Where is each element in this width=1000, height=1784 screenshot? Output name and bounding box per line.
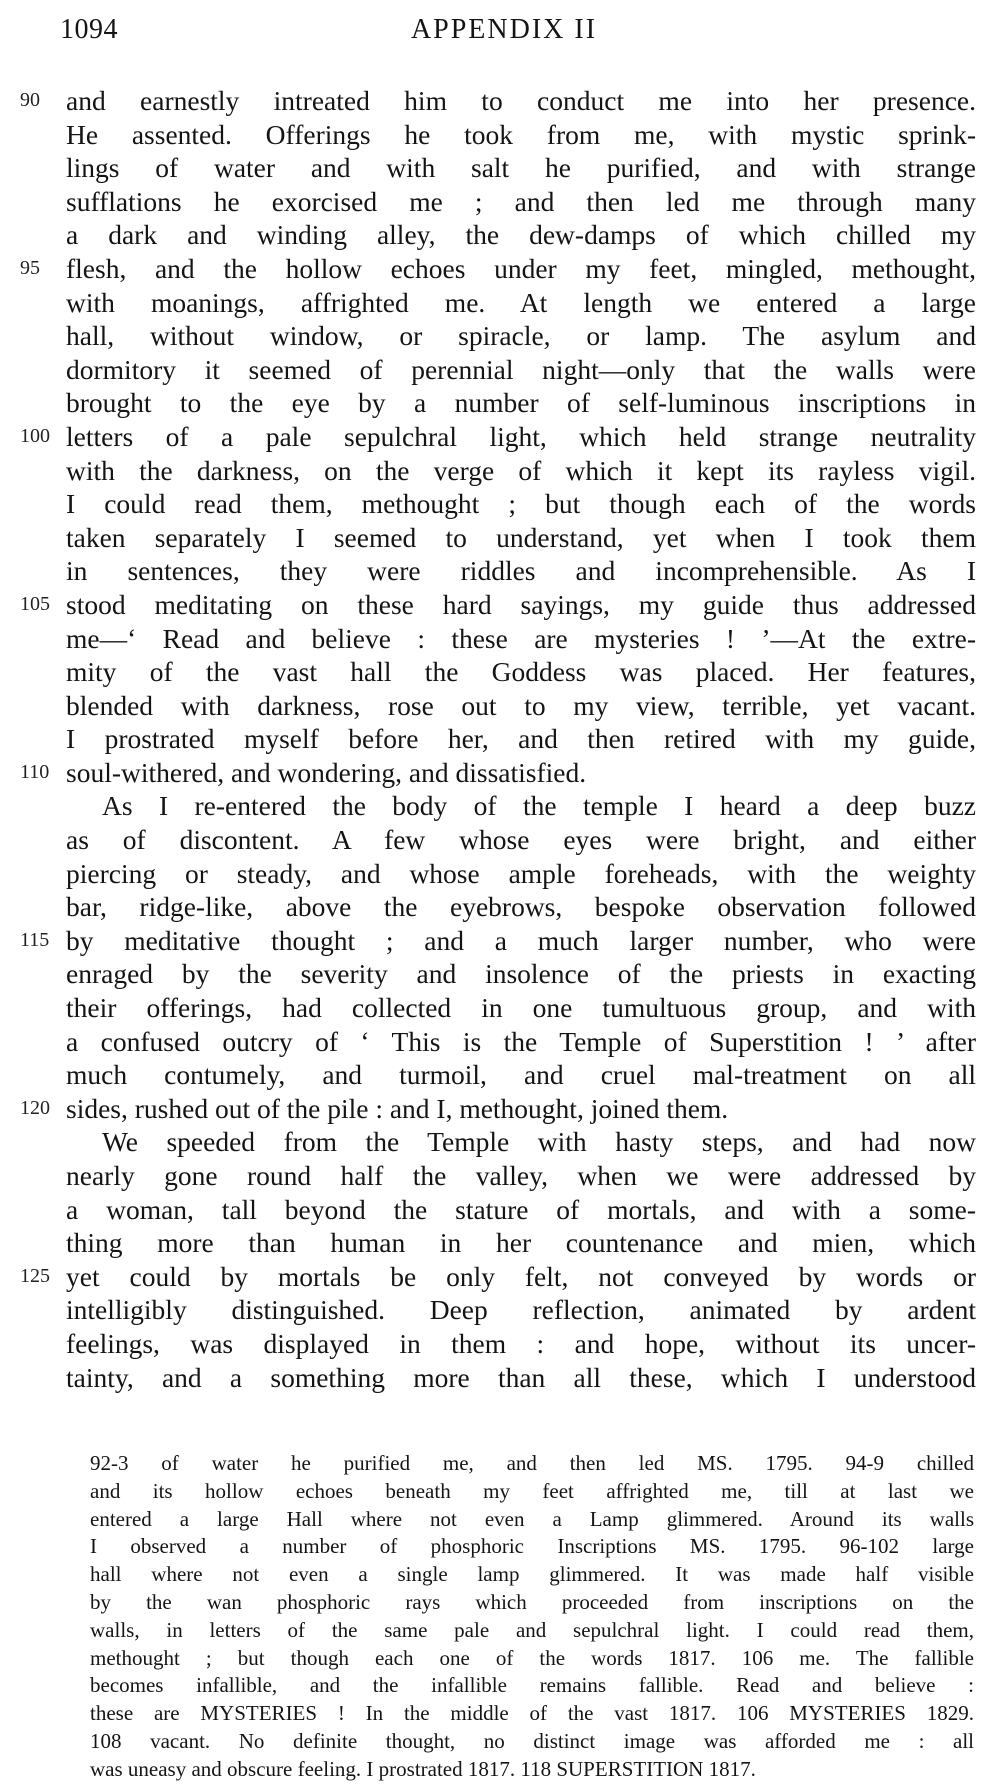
- line-text: brought to the eye by a number of self-luminous inscriptions in: [66, 387, 976, 419]
- text-line: [66, 1193, 976, 1227]
- text-line: [20, 252, 976, 286]
- line-number: 110: [20, 760, 50, 783]
- text-line: [66, 655, 976, 689]
- text-line: [66, 454, 976, 488]
- running-head: APPENDIX II: [410, 14, 598, 45]
- line-number: 95: [20, 256, 40, 279]
- line-text: stood meditating on these hard sayings, my guide thus addressed: [66, 588, 976, 620]
- text-line: [20, 84, 976, 118]
- line-text: feelings, was displayed in them : and hope, without its uncer-: [66, 1327, 976, 1359]
- text-line: [66, 521, 976, 555]
- line-text: bar, ridge-like, above the eyebrows, bespoke observation followed: [66, 891, 976, 923]
- text-line: [20, 756, 976, 790]
- line-number: 90: [20, 89, 40, 111]
- footnote-line: by the wan phosphoric rays which proceeded from inscriptions on the: [90, 1589, 974, 1614]
- line-text: letters of a pale sepulchral light, which held strange neutrality: [66, 420, 976, 452]
- text-line: [66, 823, 976, 857]
- text-line: [66, 319, 976, 353]
- main-text: [20, 84, 976, 1394]
- text-line: [20, 924, 976, 958]
- text-line: [20, 420, 976, 454]
- line-text: as of discontent. A few whose eyes were bright, and either: [66, 824, 976, 856]
- page-header: [60, 14, 948, 54]
- text-line: [66, 185, 976, 219]
- line-text: thing more than human in her countenance and mien, which: [66, 1227, 976, 1259]
- footnote-line: was uneasy and obscure feeling. I prostrated 1817. 118 SUPERSTITION 1817.: [90, 1756, 756, 1781]
- text-line: [66, 118, 976, 152]
- line-text: sides, rushed out of the pile : and I, methought, joined them.: [66, 1092, 729, 1124]
- text-line: [66, 1125, 976, 1159]
- line-text: intelligibly distinguished. Deep reflection, animated by ardent: [66, 1294, 976, 1326]
- text-line: [66, 386, 976, 420]
- text-line: [66, 890, 976, 924]
- text-line: [66, 991, 976, 1025]
- footnote-line: methought ; but though each one of the words 1817. 106 me. The fallible: [90, 1645, 974, 1670]
- line-number: 125: [20, 1264, 50, 1287]
- line-text: mity of the vast hall the Goddess was placed. Her features,: [66, 656, 976, 688]
- footnote-line: hall where not even a single lamp glimmered. It was made half visible: [90, 1562, 974, 1587]
- page-number: 1094: [60, 14, 118, 45]
- line-text: with the darkness, on the verge of which it kept its rayless vigil.: [66, 454, 976, 486]
- text-line: [66, 151, 976, 185]
- text-line: [66, 1361, 976, 1395]
- footnote-line: becomes infallible, and the infallible remains fallible. Read and believe :: [90, 1673, 974, 1698]
- text-line: [66, 1025, 976, 1059]
- line-text: nearly gone round half the valley, when we were addressed by: [66, 1160, 976, 1191]
- text-line: [66, 218, 976, 252]
- footnote-line: entered a large Hall where not even a Lamp glimmered. Around its walls: [90, 1506, 974, 1531]
- line-number: 120: [20, 1096, 50, 1119]
- footnote-line: 108 vacant. No definite thought, no distinct image was afforded me : all: [90, 1728, 974, 1753]
- line-text: sufflations he exorcised me ; and then led me through many: [66, 185, 976, 217]
- text-line: [66, 1226, 976, 1260]
- line-text: We speeded from the Temple with hasty steps, and had now: [102, 1126, 976, 1158]
- line-number: 115: [20, 928, 50, 951]
- text-line: [66, 1327, 976, 1361]
- line-text: a confused outcry of ‘ This is the Temple of Superstition ! ’ after: [66, 1025, 976, 1057]
- text-line: [66, 1159, 976, 1193]
- line-text: by meditative thought ; and a much larger number, who were: [66, 924, 976, 956]
- footnote-line: I observed a number of phosphoric Inscriptions MS. 1795. 96-102 large: [90, 1534, 974, 1559]
- line-text: hall, without window, or spiracle, or lamp. The asylum and: [66, 320, 976, 352]
- footnote-line: 92-3 of water he purified me, and then led MS. 1795. 94-9 chilled: [90, 1451, 974, 1475]
- line-text: their offerings, had collected in one tumultuous group, and with: [66, 992, 976, 1024]
- line-text: tainty, and a something more than all these, which I understood: [66, 1361, 976, 1393]
- text-line: [66, 487, 976, 521]
- line-text: me—‘ Read and believe : these are mysteries ! ’—At the extre-: [66, 622, 976, 654]
- line-number: 105: [20, 592, 50, 615]
- text-line: [66, 722, 976, 756]
- text-line: [20, 588, 976, 622]
- footnote-line: and its hollow echoes beneath my feet affrighted me, till at last we: [90, 1478, 974, 1503]
- footnote-line: these are MYSTERIES ! In the middle of the vast 1817. 106 MYSTERIES 1829.: [90, 1701, 974, 1726]
- text-line: [66, 857, 976, 891]
- line-text: a woman, tall beyond the stature of mortals, and with a some-: [66, 1193, 976, 1225]
- line-text: lings of water and with salt he purified, and with strange: [66, 152, 976, 184]
- text-line: [66, 689, 976, 723]
- line-text: taken separately I seemed to understand, yet when I took them: [66, 521, 976, 553]
- line-text: As I re-entered the body of the temple I heard a deep buzz: [102, 790, 976, 822]
- line-text: much contumely, and turmoil, and cruel mal-treatment on all: [66, 1059, 976, 1091]
- line-text: piercing or steady, and whose ample foreheads, with the weighty: [66, 857, 976, 889]
- line-text: soul-withered, and wondering, and dissatisfied.: [66, 756, 587, 788]
- line-text: He assented. Offerings he took from me, with mystic sprink-: [66, 118, 976, 150]
- footnotes: [90, 1450, 974, 1784]
- text-line: [66, 789, 976, 823]
- line-text: with moanings, affrighted me. At length we entered a large: [66, 286, 976, 318]
- text-line: [66, 353, 976, 387]
- text-line: [66, 622, 976, 656]
- line-text: dormitory it seemed of perennial night—only that the walls were: [66, 353, 976, 385]
- line-text: a dark and winding alley, the dew-damps of which chilled my: [66, 219, 976, 251]
- line-text: and earnestly intreated him to conduct me into her presence.: [66, 85, 976, 116]
- text-line: [66, 1058, 976, 1092]
- line-text: blended with darkness, rose out to my view, terrible, yet vacant.: [66, 689, 976, 721]
- line-text: I prostrated myself before her, and then retired with my guide,: [66, 723, 976, 755]
- text-line: [20, 1092, 976, 1126]
- line-text: flesh, and the hollow echoes under my feet, mingled, methought,: [66, 252, 976, 284]
- text-line: [66, 957, 976, 991]
- line-number: 100: [20, 424, 50, 447]
- text-line: [66, 286, 976, 320]
- text-line: [66, 1293, 976, 1327]
- line-text: in sentences, they were riddles and incomprehensible. As I: [66, 555, 976, 587]
- footnote-line: walls, in letters of the same pale and sepulchral light. I could read them,: [90, 1617, 974, 1642]
- line-text: I could read them, methought ; but though each of the words: [66, 488, 976, 520]
- line-text: yet could by mortals be only felt, not conveyed by words or: [66, 1260, 976, 1292]
- line-text: enraged by the severity and insolence of the priests in exacting: [66, 958, 976, 990]
- text-line: [66, 554, 976, 588]
- text-line: [20, 1260, 976, 1294]
